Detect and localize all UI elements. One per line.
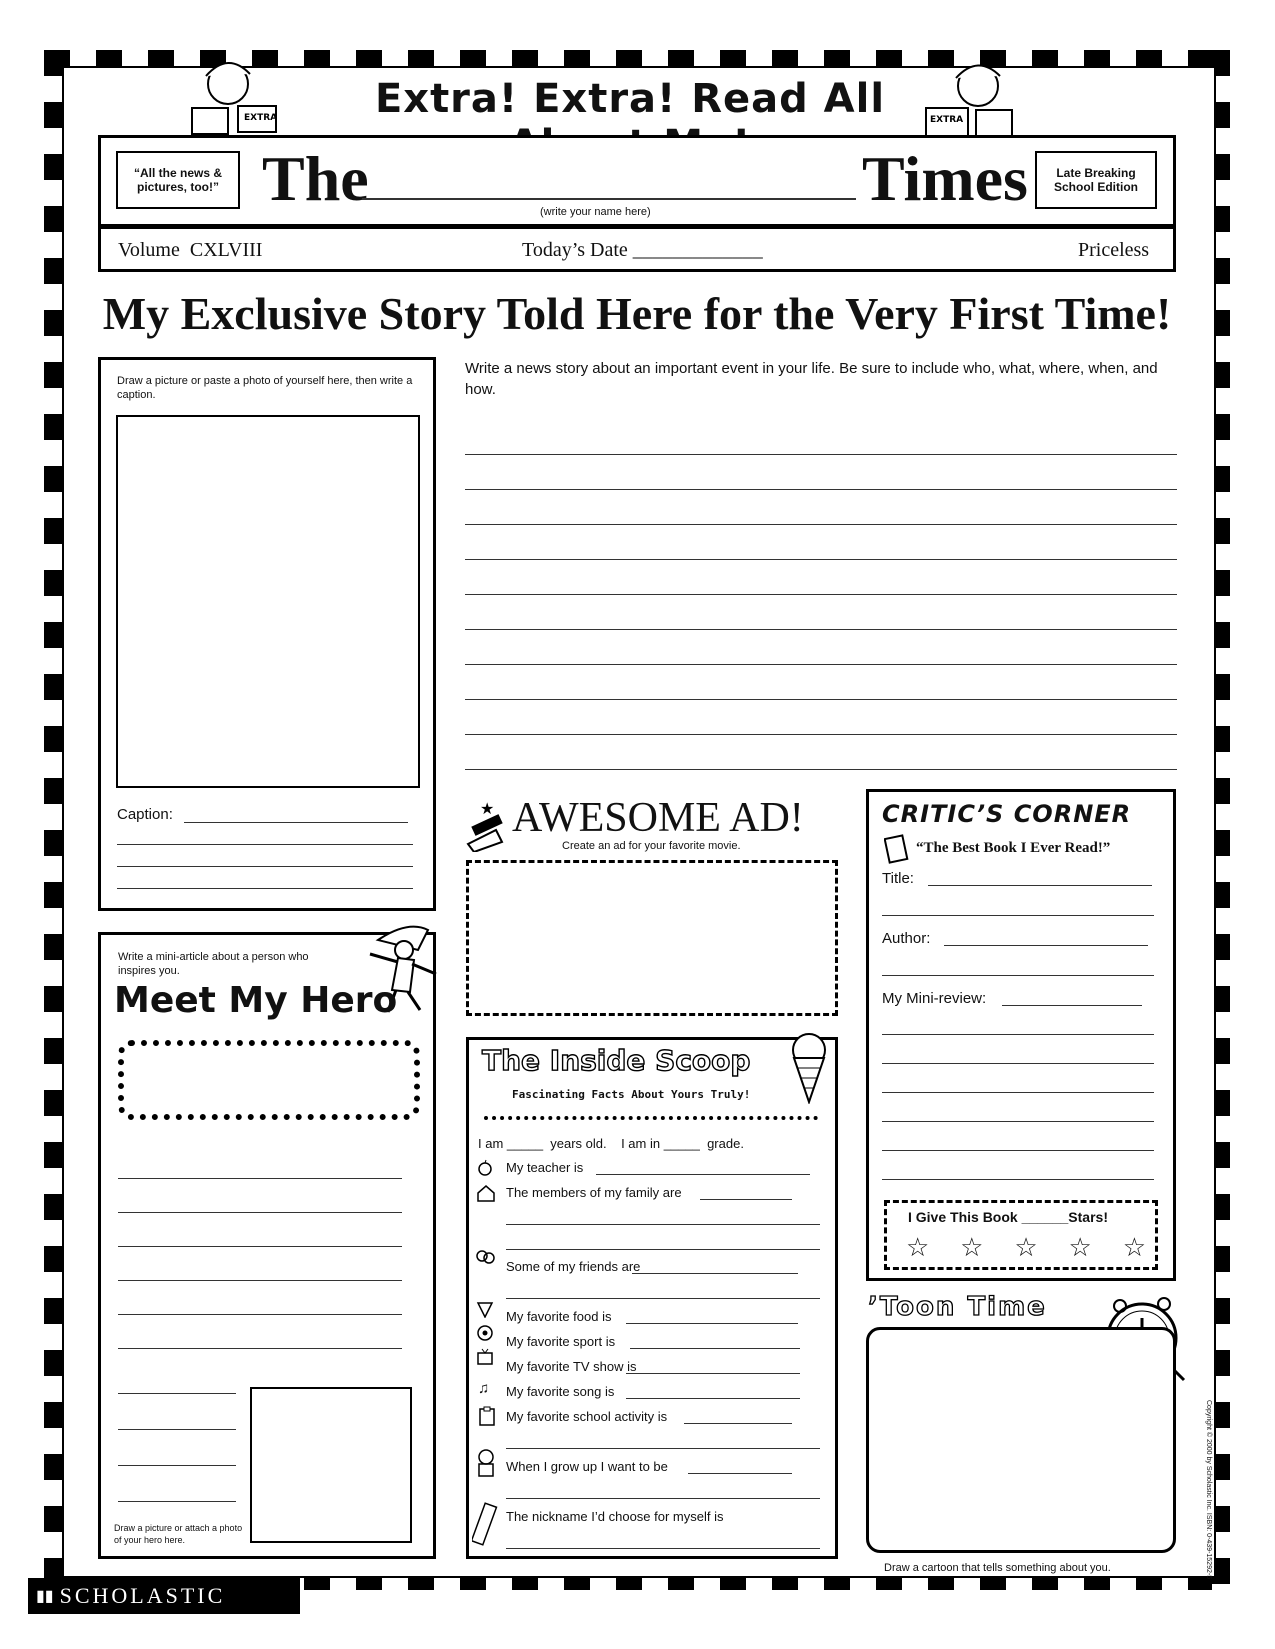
book-title-line[interactable] [928, 885, 1152, 886]
left-ear-text: “All the news & pictures, too!” [133, 166, 222, 194]
scoop-item-friends: Some of my friends are [506, 1259, 641, 1274]
scoop-item-activity: My favorite school activity is [506, 1409, 668, 1424]
hero-line-short[interactable] [118, 1465, 236, 1466]
ad-title: AWESOME AD! [512, 795, 804, 841]
friends-line[interactable] [632, 1273, 798, 1274]
hero-name-frame[interactable] [118, 1040, 420, 1120]
story-line[interactable] [465, 489, 1177, 490]
star-icon[interactable]: ☆ [1014, 1232, 1038, 1262]
soccer-ball-icon [476, 1324, 494, 1342]
price: Priceless [1078, 239, 1150, 261]
publisher-name: SCHOLASTIC [59, 1583, 226, 1608]
book-logo-icon: ▮▮ [36, 1588, 54, 1605]
astronaut-icon [472, 1448, 500, 1482]
right-ear-text: Late Breaking School Edition [1054, 166, 1138, 194]
pizza-icon [476, 1300, 494, 1318]
critic-subtitle: “The Best Book I Ever Read!” [916, 840, 1111, 856]
banner-title: Extra! Extra! Read All [374, 76, 886, 122]
book-title-line-2[interactable] [882, 915, 1154, 916]
hero-line[interactable] [118, 1212, 402, 1213]
review-line[interactable] [882, 1179, 1154, 1180]
volume: Volume CXLVIII [118, 239, 263, 261]
publisher-logo [28, 1578, 300, 1614]
story-line[interactable] [465, 594, 1177, 595]
friends-icon [474, 1248, 496, 1268]
newsboy-right-icon [920, 52, 1020, 140]
author-line[interactable] [944, 945, 1148, 946]
author-line-2[interactable] [882, 975, 1154, 976]
scoop-title: The Inside Scoop [482, 1044, 751, 1077]
hero-title: Meet My Hero [114, 980, 398, 1021]
story-line[interactable] [465, 559, 1177, 560]
story-instruction: Write a news story about an important event in your life. Be sure to include who, what, where, when, and how. [465, 360, 1158, 398]
story-line[interactable] [465, 699, 1177, 700]
tv-icon [476, 1348, 494, 1366]
critic-title: CRITIC’S CORNER [882, 800, 1132, 828]
caption-label: Caption: [117, 806, 173, 823]
nickname-line[interactable] [506, 1548, 820, 1549]
author-label: Author: [882, 930, 931, 947]
teacher-line[interactable] [596, 1174, 810, 1175]
name-hint: (write your name here) [540, 206, 651, 218]
house-icon [476, 1184, 496, 1202]
stars-label: I Give This Book ______Stars! [908, 1209, 1108, 1225]
scoop-divider [484, 1116, 818, 1120]
ad-box[interactable] [466, 860, 838, 1016]
photo-frame[interactable] [116, 415, 420, 788]
star-rating[interactable] [906, 1234, 1146, 1260]
scoop-item-grow-up: When I grow up I want to be [506, 1459, 668, 1474]
date-line: Today’s Date _____________ [522, 239, 763, 261]
border-left [44, 50, 62, 1590]
song-line[interactable] [626, 1398, 800, 1399]
story-line[interactable] [465, 664, 1177, 665]
left-ear [116, 151, 240, 209]
hero-photo-frame[interactable] [250, 1387, 412, 1543]
hero-line[interactable] [118, 1280, 402, 1281]
tv-line[interactable] [626, 1373, 800, 1374]
title-the: The [262, 143, 369, 214]
story-line[interactable] [465, 629, 1177, 630]
family-line[interactable] [700, 1199, 792, 1200]
story-line[interactable] [465, 769, 1177, 770]
star-icon[interactable]: ☆ [906, 1232, 930, 1262]
film-reel-icon [462, 800, 510, 852]
book-title-label: Title: [882, 870, 914, 887]
review-label: My Mini-review: [882, 990, 987, 1007]
age-grade-line: I am _____ years old. I am in _____ grade. [478, 1136, 744, 1151]
book-icon [884, 834, 910, 864]
music-note-icon: ♫ [478, 1380, 490, 1397]
scoop-item-song: My favorite song is [506, 1384, 615, 1399]
star-icon[interactable]: ☆ [1122, 1232, 1146, 1262]
scoop-item-tv: My favorite TV show is [506, 1359, 637, 1374]
ad-instruction: Create an ad for your favorite movie. [562, 840, 741, 852]
review-line[interactable] [882, 1150, 1154, 1151]
scoop-item-sport: My favorite sport is [506, 1334, 616, 1349]
photo-instruction: Draw a picture or paste a photo of yourself here, then write a caption. [117, 375, 413, 401]
title-times: Times [862, 143, 1028, 214]
hero-line[interactable] [118, 1314, 402, 1315]
hero-photo-instruction: Draw a picture or attach a photo of your hero here. [114, 1523, 243, 1545]
grow-up-line[interactable] [688, 1473, 792, 1474]
scoop-item-teacher: My teacher is [506, 1160, 584, 1175]
name-tag-icon [472, 1500, 498, 1548]
review-line[interactable] [1002, 1005, 1142, 1006]
review-line[interactable] [882, 1121, 1154, 1122]
svg-text:EXTRA: EXTRA [244, 113, 278, 123]
toon-frame[interactable] [866, 1327, 1176, 1553]
copyright: Copyright © 2000 by Scholastic Inc. ISBN: 0-439-15292-5 [1205, 1400, 1212, 1580]
activity-line[interactable] [684, 1423, 792, 1424]
story-line[interactable] [465, 734, 1177, 735]
caption-line-1[interactable] [184, 822, 408, 823]
review-line[interactable] [882, 1034, 1154, 1035]
svg-text:★: ★ [480, 801, 495, 818]
grow-up-line-2[interactable] [506, 1498, 820, 1499]
newsboy-left-icon [188, 46, 283, 138]
clipboard-icon [478, 1406, 496, 1426]
hero-line-short[interactable] [118, 1501, 236, 1502]
scoop-item-family: The members of my family are [506, 1185, 682, 1200]
scoop-item-food: My favorite food is [506, 1309, 612, 1324]
review-line[interactable] [882, 1063, 1154, 1064]
scoop-subtitle: Fascinating Facts About Yours Truly! [512, 1088, 751, 1101]
sport-line[interactable] [630, 1348, 800, 1349]
svg-text:EXTRA: EXTRA [930, 115, 964, 125]
star-icon[interactable]: ☆ [1068, 1232, 1092, 1262]
apple-icon [476, 1159, 494, 1177]
name-line [362, 198, 856, 200]
food-line[interactable] [626, 1323, 798, 1324]
family-line-3[interactable] [506, 1249, 820, 1250]
hero-line-short[interactable] [118, 1429, 236, 1430]
toon-instruction: Draw a cartoon that tells something about you. [884, 1562, 1111, 1574]
caption-line-2[interactable] [117, 844, 413, 845]
hero-line-short[interactable] [118, 1393, 236, 1394]
family-line-2[interactable] [506, 1224, 820, 1225]
ice-cream-icon [784, 1030, 834, 1104]
story-line[interactable] [465, 524, 1177, 525]
hero-line[interactable] [118, 1246, 402, 1247]
hero-line[interactable] [118, 1348, 402, 1349]
activity-line-2[interactable] [506, 1448, 820, 1449]
review-line[interactable] [882, 1092, 1154, 1093]
friends-line-2[interactable] [506, 1298, 820, 1299]
right-ear [1035, 151, 1157, 209]
caption-line-3[interactable] [117, 866, 413, 867]
scoop-item-nickname: The nickname I’d choose for myself is [506, 1509, 724, 1524]
caption-line-4[interactable] [117, 888, 413, 889]
toon-title: ’Toon Time [868, 1292, 1047, 1322]
hero-instruction: Write a mini-article about a person who inspires you. [118, 951, 309, 977]
hero-line[interactable] [118, 1178, 402, 1179]
star-icon[interactable]: ☆ [960, 1232, 984, 1262]
story-line[interactable] [465, 454, 1177, 455]
main-headline: My Exclusive Story Told Here for the Very First Time! [102, 288, 1172, 339]
